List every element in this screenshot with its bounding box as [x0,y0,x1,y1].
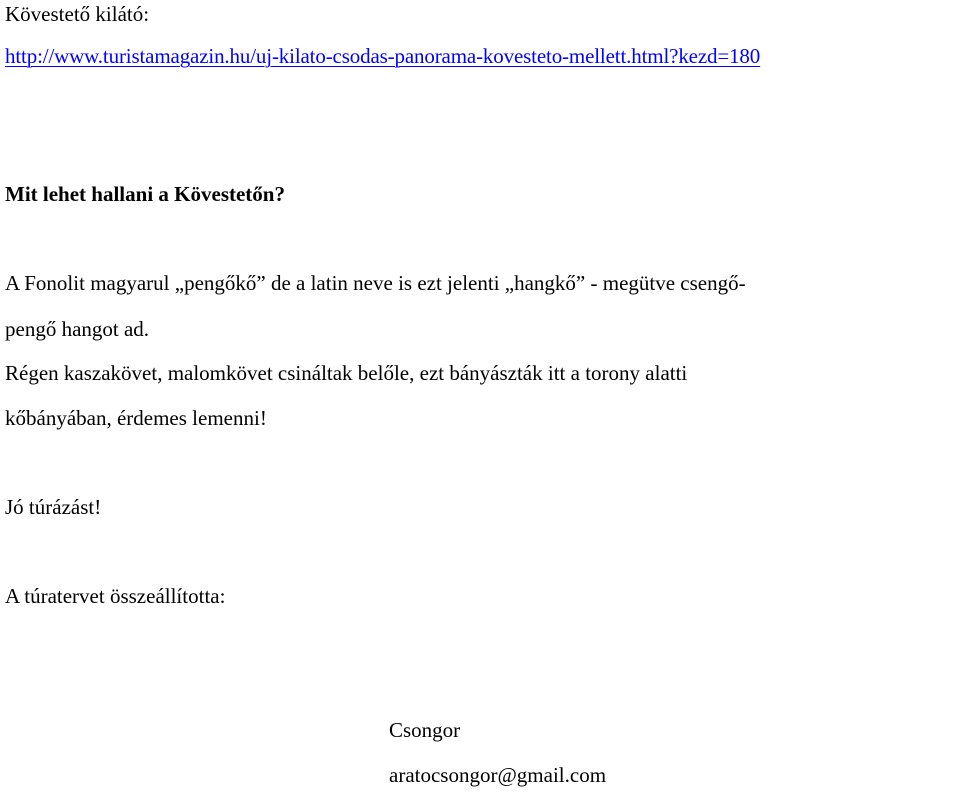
article-link[interactable]: http://www.turistamagazin.hu/uj-kilato-csodas-panorama-kovesteto-mellett.html?kezd=180 [5,44,761,68]
paragraph-2-line-2: kőbányában, érdemes lemenni! [5,406,267,430]
compiled-by-label: A túratervet összeállította: [5,584,226,608]
author-name: Csongor [389,718,461,742]
section-heading: Mit lehet hallani a Kövestetőn? [5,182,285,206]
paragraph-1-line-1: A Fonolit magyarul „pengőkő” de a latin neve is ezt jelenti „hangkő” - megütve csengő- [5,271,746,295]
greeting: Jó túrázást! [5,495,102,519]
section-label: Kövestető kilátó: [5,2,150,26]
author-email: aratocsongor@gmail.com [389,763,607,787]
paragraph-1-line-2: pengő hangot ad. [5,317,150,341]
paragraph-2-line-1: Régen kaszakövet, malomkövet csináltak belőle, ezt bányászták itt a torony alatti [5,361,688,385]
